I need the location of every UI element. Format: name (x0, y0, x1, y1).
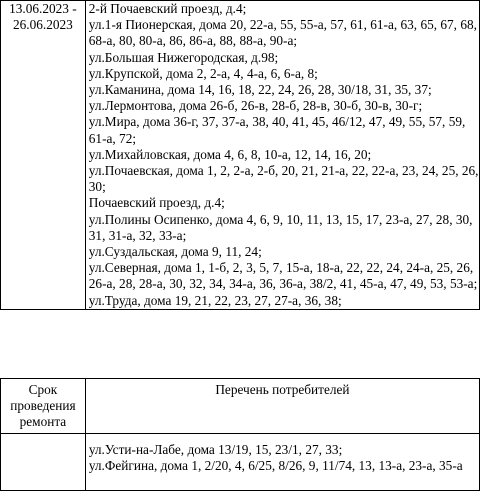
consumer-line: ул.Большая Нижегородская, д.98; (88, 49, 279, 65)
consumer-line: ул.Фейгина, дома 1, 2/20, 4, 6/25, 8/26, 9, 11/74, 13, 13-а, 23-а, 35-а (88, 458, 463, 474)
consumer-line: ул.Почаевская, дома 1, 2, 2-а, 2-б, 20, 21, 21-а, 22, 22-а, 23, 24, 25, 26, 30; (88, 163, 479, 195)
consumer-line: ул.Мира, дома 36-г, 37, 37-а, 38, 40, 41, 45, 46/12, 47, 49, 55, 57, 59, 61-а, 72; (88, 114, 466, 146)
consumer-list-cell (85, 1, 479, 310)
table-header-row (1, 379, 480, 434)
consumer-line: ул.Крупской, дома 2, 2-а, 4, 4-а, 6, 6-а, 8; (88, 65, 318, 81)
consumer-line: ул.Михайловская, дома 4, 6, 8, 10-а, 12, 14, 16, 20; (88, 146, 372, 162)
table-row (1, 1, 480, 310)
consumer-line: ул.Суздальская, дома 9, 11, 24; (88, 244, 262, 260)
consumer-line: ул.Лермонтова, дома 26-б, 26-в, 28-б, 28-в, 30-б, 30-в, 30-г; (88, 98, 423, 114)
consumer-line: ул.Усти-на-Лабе, дома 13/19, 15, 23/1, 27, 33; (88, 442, 343, 457)
table-row (1, 434, 480, 491)
consumers-header-cell (85, 379, 479, 434)
consumer-line: 2-й Почаевский проезд, д.4; (88, 1, 247, 16)
consumer-line: ул.Труда, дома 19, 21, 22, 23, 27, 27-а, 36, 38; (88, 292, 342, 308)
consumers-table (0, 378, 480, 491)
consumers-header: Перечень потребителей (215, 382, 350, 397)
period-header-cell (1, 379, 86, 434)
period-cell (1, 434, 86, 491)
consumer-line: ул.Каманина, дома 14, 16, 18, 22, 24, 26, 28, 30/18, 31, 35, 37; (88, 82, 432, 98)
consumer-list-cell (85, 434, 479, 491)
consumer-line: ул.Северная, дома 1, 1-б, 2, 3, 5, 7, 15-а, 18-а, 22, 22, 24, 24-а, 25, 26, 26-а, 28, 28-а, 30, 32, 34, 34-а, 36, 36-а, 38/2, 41, 45-а, 47, 49, 53, 53-а; (88, 260, 478, 292)
period-header: Срок проведения ремонта (10, 382, 76, 430)
consumer-line: ул.Полины Осипенко, дома 4, 6, 9, 10, 11, 13, 15, 17, 23-а, 27, 28, 30, 31, 31-а, 32, 33-а; (88, 211, 473, 243)
consumer-line: ул.1-я Пионерская, дома 20, 22-а, 55, 55-а, 57, 61, 61-а, 63, 65, 67, 68, 68-а, 80, 80-а, 86, 86-а, 88, 88-а, 90-а; (88, 17, 477, 49)
date-range-cell (1, 1, 86, 310)
consumer-line: Почаевский проезд, д.4; (88, 195, 225, 211)
date-range: 13.06.2023 - 26.06.2023 (9, 1, 77, 33)
